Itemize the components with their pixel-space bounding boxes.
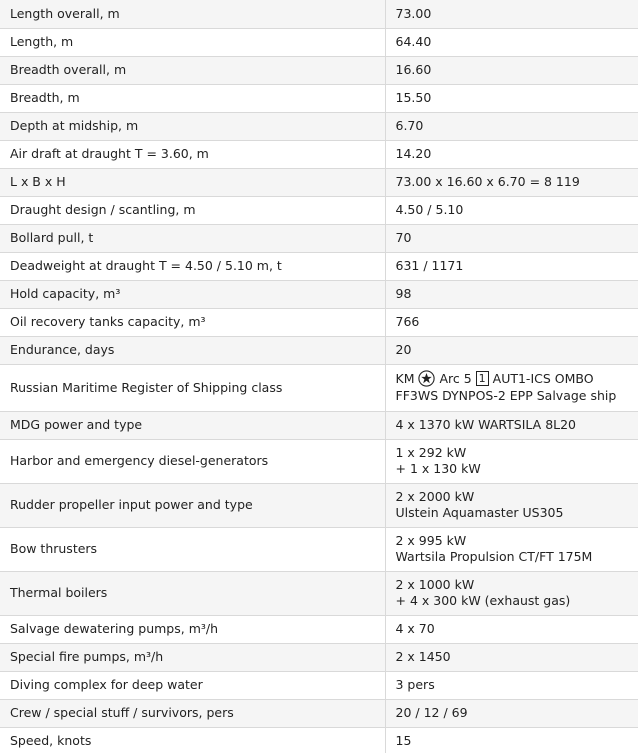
row-label: Harbor and emergency diesel-generators [0, 439, 385, 483]
value-line: 70 [395, 230, 412, 245]
row-value [385, 643, 638, 671]
table-row [0, 56, 638, 84]
value-line: + 4 x 300 kW (exhaust gas) [395, 593, 571, 608]
table-row [0, 112, 638, 140]
row-label: Russian Maritime Register of Shipping class [0, 364, 385, 411]
value-line: 98 [395, 286, 412, 301]
row-label: Length, m [0, 28, 385, 56]
row-value [385, 671, 638, 699]
row-label: Length overall, m [0, 0, 385, 28]
row-value [385, 196, 638, 224]
circled-star-icon [418, 370, 435, 387]
value-line: 631 / 1171 [395, 258, 464, 273]
table-row [0, 168, 638, 196]
row-value [385, 252, 638, 280]
row-label: Endurance, days [0, 336, 385, 364]
class-notation-line-1 [396, 371, 629, 388]
value-line: 6.70 [395, 118, 424, 133]
row-value [385, 571, 638, 615]
row-label: MDG power and type [0, 411, 385, 439]
table-row [0, 28, 638, 56]
value-line: 20 [395, 342, 412, 357]
row-value [385, 308, 638, 336]
value-line: 2 x 995 kW [395, 533, 467, 548]
value-line: 73.00 [395, 5, 432, 21]
table-row [0, 364, 638, 411]
row-label: Salvage dewatering pumps, m³/h [0, 615, 385, 643]
row-label: Oil recovery tanks capacity, m³ [0, 308, 385, 336]
table-row [0, 308, 638, 336]
table-row [0, 280, 638, 308]
row-value [385, 280, 638, 308]
table-row [0, 224, 638, 252]
value-line: 2 x 2000 kW [395, 489, 475, 504]
value-line: 766 [395, 314, 420, 329]
row-value [385, 411, 638, 439]
row-label: Special fire pumps, m³/h [0, 643, 385, 671]
boxed-one-icon: 1 [476, 371, 489, 386]
row-label: Bow thrusters [0, 527, 385, 571]
table-row [0, 727, 638, 753]
value-line: 4.50 / 5.10 [395, 202, 464, 217]
value-line: 15.50 [395, 90, 432, 105]
row-value [385, 140, 638, 168]
row-label: Air draft at draught T = 3.60, m [0, 140, 385, 168]
row-label: Diving complex for deep water [0, 671, 385, 699]
table-row [0, 571, 638, 615]
value-line: + 1 x 130 kW [395, 461, 481, 476]
value-line: 2 x 1000 kW [395, 577, 475, 592]
row-label: Breadth overall, m [0, 56, 385, 84]
row-label: Depth at midship, m [0, 112, 385, 140]
class-prefix: KM [395, 371, 415, 386]
row-label: Rudder propeller input power and type [0, 483, 385, 527]
value-line: 3 pers [395, 677, 435, 692]
class-rest: AUT1-ICS OMBO [492, 371, 594, 386]
value-line: Wartsila Propulsion CT/FT 175M [395, 549, 593, 564]
value-line: 2 x 1450 [395, 649, 451, 664]
table-row [0, 483, 638, 527]
row-label: Breadth, m [0, 84, 385, 112]
table-row [0, 527, 638, 571]
table-row [0, 0, 638, 28]
row-label: Draught design / scantling, m [0, 196, 385, 224]
row-value [385, 727, 638, 753]
row-value [385, 439, 638, 483]
row-value [385, 527, 638, 571]
value-line: 4 x 70 [395, 621, 435, 636]
row-label: Bollard pull, t [0, 224, 385, 252]
row-value [385, 336, 638, 364]
value-line: 20 / 12 / 69 [395, 705, 468, 720]
row-label: Speed, knots [0, 727, 385, 753]
row-value [385, 364, 638, 411]
value-line: 16.60 [395, 62, 432, 77]
row-value [385, 56, 638, 84]
table-row [0, 439, 638, 483]
table-row [0, 84, 638, 112]
row-value [385, 168, 638, 196]
table-row [0, 699, 638, 727]
table-row [0, 196, 638, 224]
row-label: L x B x H [0, 168, 385, 196]
row-value [385, 28, 638, 56]
value-line: 1 x 292 kW [395, 445, 467, 460]
row-value [385, 112, 638, 140]
row-label: Hold capacity, m³ [0, 280, 385, 308]
class-ice-category: Arc 5 [439, 371, 472, 386]
row-value [385, 0, 638, 28]
value-line: Ulstein Aquamaster US305 [395, 505, 564, 520]
table-row [0, 671, 638, 699]
table-row [0, 643, 638, 671]
value-line: 73.00 x 16.60 x 6.70 = 8 119 [395, 174, 580, 189]
class-notation-line-2: FF3WS DYNPOS-2 EPP Salvage ship [395, 388, 617, 403]
table-row [0, 615, 638, 643]
value-line: 15 [395, 733, 412, 748]
row-value [385, 84, 638, 112]
table-row [0, 411, 638, 439]
row-value [385, 615, 638, 643]
value-line: 64.40 [395, 34, 432, 49]
table-row [0, 336, 638, 364]
row-label: Deadweight at draught T = 4.50 / 5.10 m, t [0, 252, 385, 280]
table-row [0, 252, 638, 280]
row-label: Thermal boilers [0, 571, 385, 615]
value-line: 4 x 1370 kW WARTSILA 8L20 [395, 417, 577, 432]
row-value [385, 224, 638, 252]
table-row [0, 140, 638, 168]
row-value [385, 483, 638, 527]
value-line: 14.20 [395, 146, 432, 161]
row-value [385, 699, 638, 727]
row-label: Crew / special stuff / survivors, pers [0, 699, 385, 727]
